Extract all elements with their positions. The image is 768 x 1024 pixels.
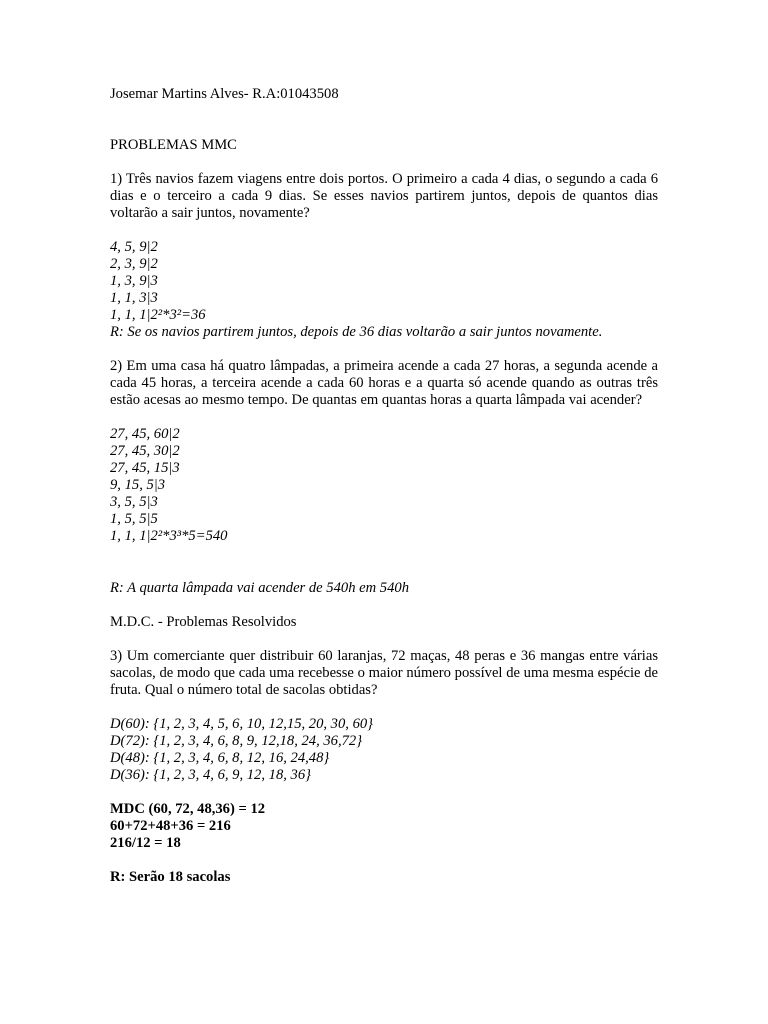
calc-step: 2, 3, 9|2 — [110, 256, 158, 272]
calc-step: 1, 1, 1|2²*3²=36 — [110, 307, 206, 323]
calc-step: 3, 5, 5|3 — [110, 494, 158, 510]
divisor-set: D(72): {1, 2, 3, 4, 6, 8, 9, 12,18, 24, 36,72} — [110, 733, 363, 749]
document-page — [110, 86, 658, 886]
problem-3-answer: R: Serão 18 sacolas — [110, 869, 231, 885]
result-line: 216/12 = 18 — [110, 835, 181, 851]
author-line: Josemar Martins Alves- R.A:01043508 — [110, 86, 339, 102]
calc-step: 9, 15, 5|3 — [110, 477, 166, 493]
calc-step: 1, 1, 3|3 — [110, 290, 158, 306]
problem-3-question: 3) Um comerciante quer distribuir 60 laranjas, 72 maças, 48 peras e 36 mangas entre várias sacolas, de modo que cada uma recebesse o maior número possível de uma mesma espécie de fruta. Qual o número total de sacolas obtidas? — [110, 648, 658, 698]
problem-1-steps — [110, 239, 658, 324]
problem-2-answer: R: A quarta lâmpada vai acender de 540h em 540h — [110, 580, 409, 596]
calc-step: 4, 5, 9|2 — [110, 239, 158, 255]
problem-3-results — [110, 801, 658, 852]
calc-step: 1, 1, 1|2²*3³*5=540 — [110, 528, 228, 544]
divisor-set: D(60): {1, 2, 3, 4, 5, 6, 10, 12,15, 20, 30, 60} — [110, 716, 373, 732]
section-title-mmc: PROBLEMAS MMC — [110, 137, 237, 153]
calc-step: 27, 45, 15|3 — [110, 460, 180, 476]
result-line: MDC (60, 72, 48,36) = 12 — [110, 801, 266, 817]
calc-step: 27, 45, 30|2 — [110, 443, 180, 459]
result-line: 60+72+48+36 = 216 — [110, 818, 231, 834]
section-title-mdc: M.D.C. - Problemas Resolvidos — [110, 614, 297, 630]
problem-1-answer: R: Se os navios partirem juntos, depois de 36 dias voltarão a sair juntos novamente. — [110, 324, 603, 340]
problem-1-question: 1) Três navios fazem viagens entre dois portos. O primeiro a cada 4 dias, o segundo a cada 6 dias e o terceiro a cada 9 dias. Se esses navios partirem juntos, depois de quantos dias voltarão a sair juntos, novamente? — [110, 171, 658, 221]
calc-step: 27, 45, 60|2 — [110, 426, 180, 442]
calc-step: 1, 5, 5|5 — [110, 511, 158, 527]
divisor-set: D(36): {1, 2, 3, 4, 6, 9, 12, 18, 36} — [110, 767, 311, 783]
problem-2-steps — [110, 426, 658, 545]
divisor-set: D(48): {1, 2, 3, 4, 6, 8, 12, 16, 24,48} — [110, 750, 330, 766]
problem-2-question: 2) Em uma casa há quatro lâmpadas, a primeira acende a cada 27 horas, a segunda acende a cada 45 horas, a terceira acende a cada 60 horas e a quarta só acende quando as outras três estão acesas ao mesmo tempo. De quantas em quantas horas a quarta lâmpada vai acender? — [110, 358, 658, 408]
calc-step: 1, 3, 9|3 — [110, 273, 158, 289]
problem-3-divisors — [110, 716, 658, 784]
